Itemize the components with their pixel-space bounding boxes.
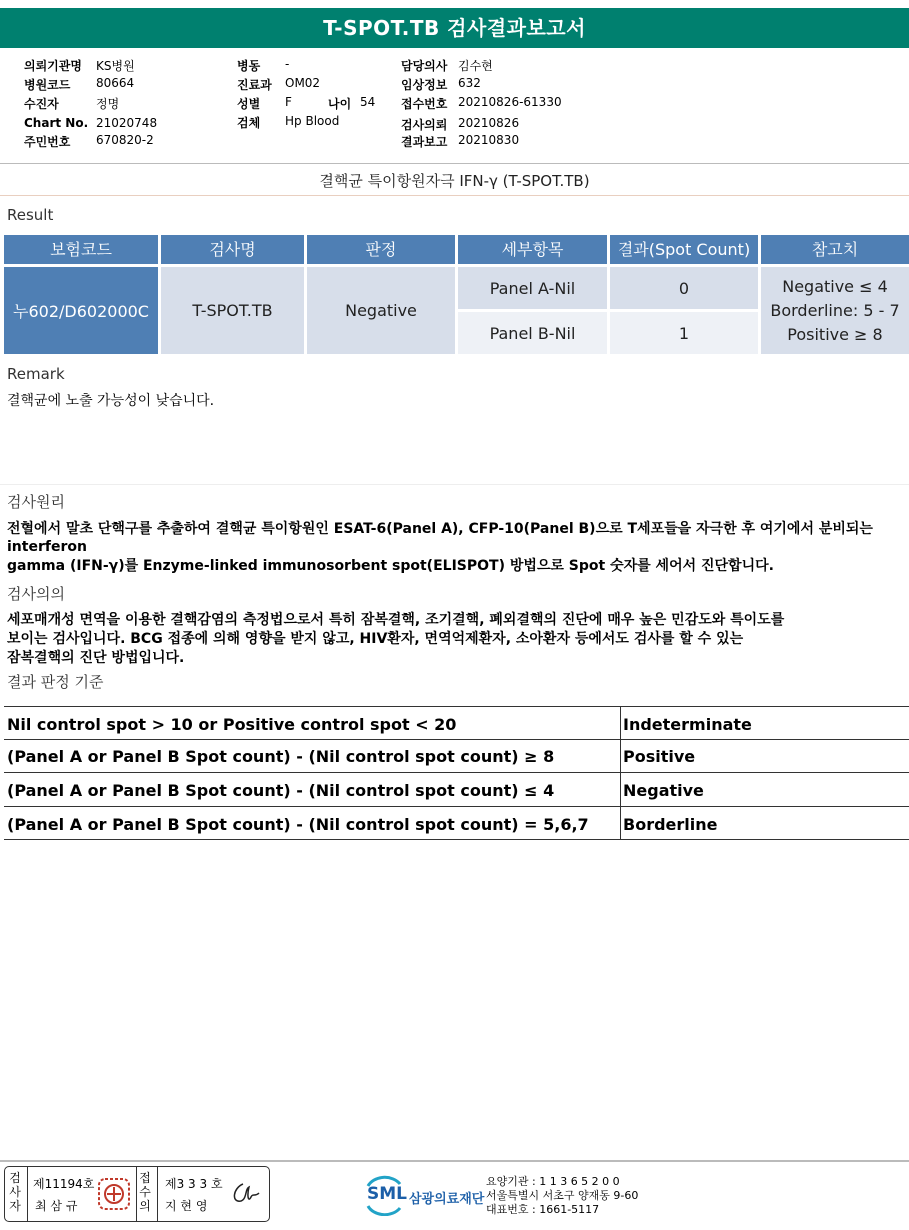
cell-reference [761,267,909,354]
principle-line-1: 전혈에서 말초 단핵구를 추출하여 결핵균 특이항원인 ESAT-6(Panel A), CFP-10(Panel B)으로 T세포들을 자극한 후 여기에서 분비되는 [7,521,873,537]
cell-panel-b-count: 1 [610,312,758,354]
header-reference: 참고치 [761,235,909,264]
role-examiner: 검사자 [9,1171,21,1213]
principle-line-3: gamma (IFN-γ)를 Enzyme-linked immunosorbent spot(ELISPOT) 방법으로 Spot 숫자를 세어서 진단합니다. [7,558,774,574]
significance-line-3: 잠복결핵의 진단 방법입니다. [7,650,185,666]
divider [0,163,909,164]
value-receipt-no: 20210826-61330 [458,95,562,109]
test-subtitle: 결핵균 특이항원자극 IFN-γ (T-SPOT.TB) [319,172,590,190]
significance-line-2: 보이는 검사입니다. BCG 접종에 의해 영향을 받지 않고, HIV환자, 면역억제환자, 소아환자 등에서도 검사를 할 수 있는 [7,631,744,647]
divider [4,772,909,773]
significance-line-1: 세포매개성 면역을 이용한 결핵감염의 측정법으로서 특히 잠복결핵, 조기결핵, 폐외결핵의 진단에 매우 높은 민감도와 특이도를 [7,612,785,628]
label-specimen: 검체 [237,116,261,130]
cell-panel-b: Panel B-Nil [458,312,607,354]
info-line-1: 요양기관 : 1 1 3 6 5 2 0 0 [486,1175,620,1188]
reference-borderline: Borderline: 5 - 7 [770,300,900,320]
criteria-result: Negative [623,781,704,800]
divider [0,484,909,485]
cell-judgement: Negative [307,267,455,354]
label-report-date: 결과보고 [401,135,448,149]
divider [0,1160,909,1162]
value-physician: 김수현 [458,59,493,73]
value-request-date: 20210826 [458,116,520,130]
criteria-condition: (Panel A or Panel B Spot count) - (Nil control spot count) = 5,6,7 [7,815,589,834]
examiner-name: 최 삼 규 [35,1199,78,1213]
value-report-date: 20210830 [458,133,520,147]
remark-label: Remark [7,365,65,383]
label-age: 나이 [328,97,352,111]
divider [157,1167,158,1221]
organization-name: 삼광의료재단 [409,1192,485,1207]
criteria-condition: (Panel A or Panel B Spot count) - (Nil control spot count) ≥ 8 [7,747,555,766]
label-receipt-no: 접수번호 [401,97,448,111]
criteria-label: 결과 판정 기준 [7,673,104,691]
principle-label: 검사원리 [7,493,65,511]
criteria-result: Indeterminate [623,715,752,734]
divider [4,706,909,707]
receptionist-license: 제3 3 3 호 [165,1177,223,1191]
seal-icon [97,1177,131,1211]
criteria-condition: (Panel A or Panel B Spot count) - (Nil control spot count) ≤ 4 [7,781,555,800]
divider [4,839,909,840]
divider [4,806,909,807]
value-resident-number: 670820-2 [96,133,154,147]
value-clinical-info: 632 [458,76,481,90]
result-section-label: Result [7,206,54,224]
significance-label: 검사의의 [7,585,65,603]
principle-line-2: interferon [7,539,87,555]
header-test-name: 검사명 [161,235,304,264]
cell-test-name: T-SPOT.TB [161,267,304,354]
logo-text: SML [367,1184,407,1204]
signature-icon [227,1179,263,1209]
criteria-result: Borderline [623,815,718,834]
signature-box [4,1166,270,1222]
divider [136,1167,137,1221]
value-examinee: 정명 [96,97,120,111]
value-age: 54 [360,95,376,109]
cell-insurance-code: 누602/D602000C [4,267,158,354]
receptionist-name: 지 현 영 [165,1199,208,1213]
value-ward: - [285,57,290,71]
label-requesting-institution: 의뢰기관명 [24,59,82,73]
header-judgement: 판정 [307,235,455,264]
reference-positive: Positive ≥ 8 [787,324,883,344]
value-specimen: Hp Blood [285,114,340,128]
divider [620,706,621,839]
label-resident-number: 주민번호 [24,135,71,149]
label-sex: 성별 [237,97,261,111]
label-request-date: 검사의뢰 [401,118,448,132]
examiner-license: 제11194호 [33,1177,95,1191]
label-department: 진료과 [237,78,272,92]
remark-text: 결핵균에 노출 가능성이 낮습니다. [7,393,215,409]
header-detail-item: 세부항목 [458,235,607,264]
value-hospital-code: 80664 [96,76,135,90]
label-examinee: 수진자 [24,97,59,111]
value-sex: F [285,95,292,109]
value-department: OM02 [285,76,321,90]
header-insurance-code: 보험코드 [4,235,158,264]
header-spot-count: 결과(Spot Count) [610,235,758,264]
value-requesting-institution: KS병원 [96,59,135,73]
role-receptionist: 접수의 [139,1171,151,1213]
label-ward: 병동 [237,59,261,73]
divider [4,739,909,740]
label-physician: 담당의사 [401,59,448,73]
reference-negative: Negative ≤ 4 [782,276,888,296]
report-title: T-SPOT.TB 검사결과보고서 [0,8,909,48]
divider [27,1167,28,1221]
divider [0,195,909,196]
criteria-condition: Nil control spot > 10 or Positive control spot < 20 [7,715,457,734]
cell-panel-a-count: 0 [610,267,758,309]
organization-info [486,1175,638,1217]
info-line-3: 대표번호 : 1661-5117 [486,1203,600,1216]
label-chart-no: Chart No. [24,116,89,130]
value-chart-no: 21020748 [96,116,158,130]
criteria-result: Positive [623,747,696,766]
label-hospital-code: 병원코드 [24,78,71,92]
cell-panel-a: Panel A-Nil [458,267,607,309]
info-line-2: 서울특별시 서초구 양재동 9-60 [486,1189,639,1202]
label-clinical-info: 임상정보 [401,78,448,92]
